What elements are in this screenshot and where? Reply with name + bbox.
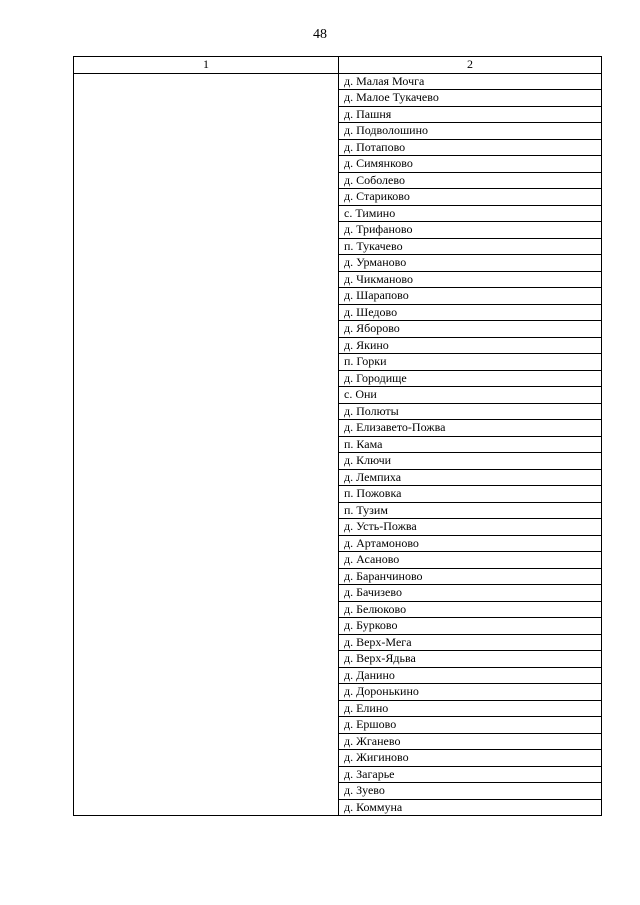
settlement-cell: д. Зуево — [339, 783, 602, 800]
settlement-cell: д. Данино — [339, 667, 602, 684]
settlement-cell: д. Якино — [339, 337, 602, 354]
settlement-cell: д. Жганево — [339, 733, 602, 750]
settlement-cell: с. Тимино — [339, 205, 602, 222]
column-header-2: 2 — [339, 57, 602, 74]
settlement-cell: д. Соболево — [339, 172, 602, 189]
settlement-cell: д. Елизавето-Пожва — [339, 420, 602, 437]
settlement-cell: д. Асаново — [339, 552, 602, 569]
settlement-cell: д. Усть-Пожва — [339, 519, 602, 536]
settlement-cell: д. Симянково — [339, 156, 602, 173]
settlement-cell: д. Яборово — [339, 321, 602, 338]
settlement-cell: д. Верх-Ядьва — [339, 651, 602, 668]
column1-cell — [74, 73, 339, 816]
settlement-cell: п. Тузим — [339, 502, 602, 519]
settlement-cell: д. Елино — [339, 700, 602, 717]
settlement-cell: п. Тукачево — [339, 238, 602, 255]
settlement-cell: п. Горки — [339, 354, 602, 371]
settlement-cell: д. Верх-Мега — [339, 634, 602, 651]
settlement-cell: с. Они — [339, 387, 602, 404]
settlement-cell: д. Лемпиха — [339, 469, 602, 486]
settlement-cell: д. Белюково — [339, 601, 602, 618]
settlement-cell: д. Урманово — [339, 255, 602, 272]
header-row — [74, 57, 602, 74]
settlement-cell: д. Малая Мочга — [339, 73, 602, 90]
settlement-cell: д. Малое Тукачево — [339, 90, 602, 107]
settlement-cell: д. Ершово — [339, 717, 602, 734]
page-number: 48 — [313, 27, 327, 42]
column-header-1: 1 — [74, 57, 339, 74]
settlements-table — [73, 56, 602, 816]
settlement-cell: д. Бачизево — [339, 585, 602, 602]
settlement-cell: д. Артамоново — [339, 535, 602, 552]
settlement-cell: д. Шедово — [339, 304, 602, 321]
settlement-cell: д. Загарье — [339, 766, 602, 783]
table-row — [74, 73, 602, 90]
settlement-cell: д. Баранчиново — [339, 568, 602, 585]
settlement-cell: д. Стариково — [339, 189, 602, 206]
settlement-cell: д. Коммуна — [339, 799, 602, 816]
settlement-cell: д. Доронькино — [339, 684, 602, 701]
settlement-cell: д. Ключи — [339, 453, 602, 470]
settlement-cell: д. Шарапово — [339, 288, 602, 305]
settlement-cell: д. Пашня — [339, 106, 602, 123]
settlement-cell: п. Пожовка — [339, 486, 602, 503]
settlement-cell: д. Потапово — [339, 139, 602, 156]
settlement-cell: д. Чикманово — [339, 271, 602, 288]
settlement-cell: д. Бурково — [339, 618, 602, 635]
settlement-cell: д. Жигиново — [339, 750, 602, 767]
settlement-cell: п. Кама — [339, 436, 602, 453]
settlement-cell: д. Подволошино — [339, 123, 602, 140]
settlement-cell: д. Полюты — [339, 403, 602, 420]
settlement-cell: д. Трифаново — [339, 222, 602, 239]
settlement-cell: д. Городище — [339, 370, 602, 387]
